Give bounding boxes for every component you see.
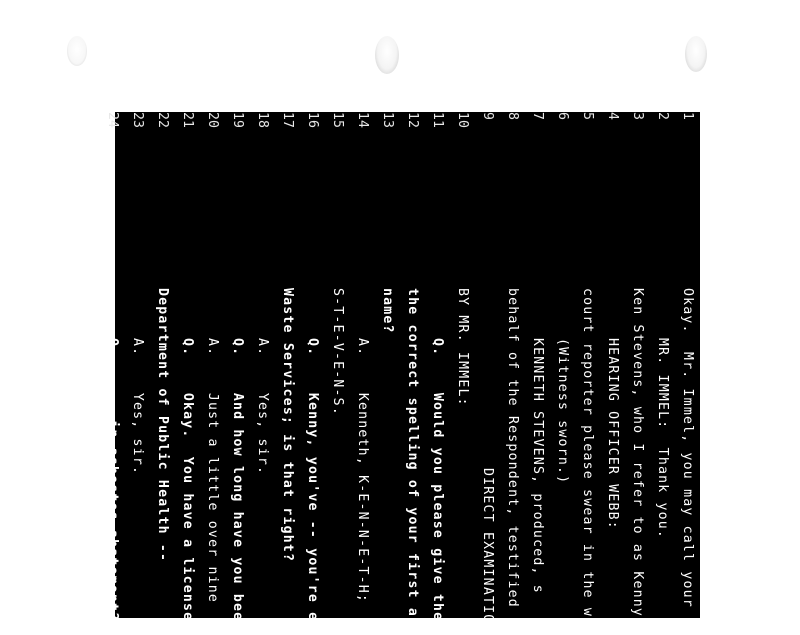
line-text: Department of Public Health --: [155, 288, 170, 563]
transcript-line: [625, 112, 650, 627]
transcript-line: [175, 112, 200, 622]
line-text: Q. Okay. You have a license: [180, 338, 195, 622]
line-number: 12: [405, 112, 420, 128]
line-text: (Witness sworn.): [555, 338, 570, 485]
line-text: Q. Would you please give the: [430, 338, 445, 622]
line-text: Waste Services; is that right?: [280, 288, 295, 563]
line-text: A. Just a little over nine: [205, 338, 220, 604]
line-number: 23: [130, 112, 145, 128]
transcript-line: [325, 112, 350, 618]
transcript-line: [300, 112, 325, 631]
transcript-line: [250, 112, 275, 618]
line-number: 2: [655, 112, 670, 120]
transcript-line: [125, 112, 150, 618]
transcript-line: [200, 112, 225, 618]
transcript-line: [350, 112, 375, 618]
transcript-line: [525, 112, 550, 618]
line-text: A. Yes, sir.: [130, 338, 145, 476]
transcript-line: [675, 112, 700, 618]
line-text: Q. -- in asbestos abatement?: [105, 338, 120, 622]
line-text: DIRECT EXAMINATIO: [480, 468, 495, 624]
line-number: 6: [555, 112, 570, 120]
transcript-line: [450, 112, 475, 618]
transcript-line: [400, 112, 425, 635]
transcript-line: [475, 112, 500, 624]
transcript-line: [500, 112, 525, 618]
transcript-line: [425, 112, 450, 622]
line-number: 11: [430, 112, 445, 128]
line-number: 14: [355, 112, 370, 128]
transcript-line: [575, 112, 600, 618]
line-text: MR. IMMEL: Thank you.: [655, 338, 670, 540]
transcript-line: [150, 112, 175, 618]
line-text: behalf of the Respondent, testified: [505, 288, 520, 608]
line-number: 3: [630, 112, 645, 120]
line-number: 7: [530, 112, 545, 120]
line-number: 10: [455, 112, 470, 128]
line-text: name?: [380, 288, 395, 334]
transcript-line: [100, 112, 125, 622]
line-number: 13: [380, 112, 395, 128]
line-text: A. Yes, sir.: [255, 338, 270, 476]
line-number: 8: [505, 112, 520, 120]
line-number: 19: [230, 112, 245, 128]
transcript-lines: [105, 112, 700, 635]
line-number: 4: [605, 112, 620, 120]
transcript-line: [650, 112, 675, 618]
line-number: 16: [305, 112, 320, 128]
line-number: 1: [680, 112, 695, 120]
line-text: S-T-E-V-E-N-S.: [330, 288, 345, 416]
punch-hole: [375, 36, 399, 74]
line-number: 9: [480, 112, 495, 120]
line-text: HEARING OFFICER WEBB:: [605, 338, 620, 530]
line-text: KENNETH STEVENS, produced, s: [530, 338, 545, 594]
line-number: 17: [280, 112, 295, 128]
line-number: 24: [105, 112, 120, 128]
line-text: Q. And how long have you been: [230, 338, 245, 631]
line-number: 20: [205, 112, 220, 128]
line-number: 5: [580, 112, 595, 120]
transcript-line: [225, 112, 250, 631]
line-number: 18: [255, 112, 270, 128]
line-text: Ken Stevens, who I refer to as Kenny.: [630, 288, 645, 627]
line-number: 15: [330, 112, 345, 128]
line-number: 22: [155, 112, 170, 128]
transcript-line: [275, 112, 300, 618]
punch-hole: [685, 36, 707, 72]
line-text: BY MR. IMMEL:: [455, 288, 470, 407]
line-text: A. Kenneth, K-E-N-N-E-T-H;: [355, 338, 370, 604]
line-text: Q. Kenny, you've -- you're em: [305, 338, 320, 631]
line-text: court reporter please swear in the w: [580, 288, 595, 618]
transcript-page: [105, 112, 700, 635]
line-text: Okay. Mr. Immel, you may call your: [680, 288, 695, 608]
transcript-line: [550, 112, 575, 618]
line-number: 21: [180, 112, 195, 128]
transcript-line: [600, 112, 625, 618]
punch-hole: [67, 36, 87, 66]
line-text: the correct spelling of your first and: [405, 288, 420, 635]
transcript-line: [375, 112, 400, 618]
